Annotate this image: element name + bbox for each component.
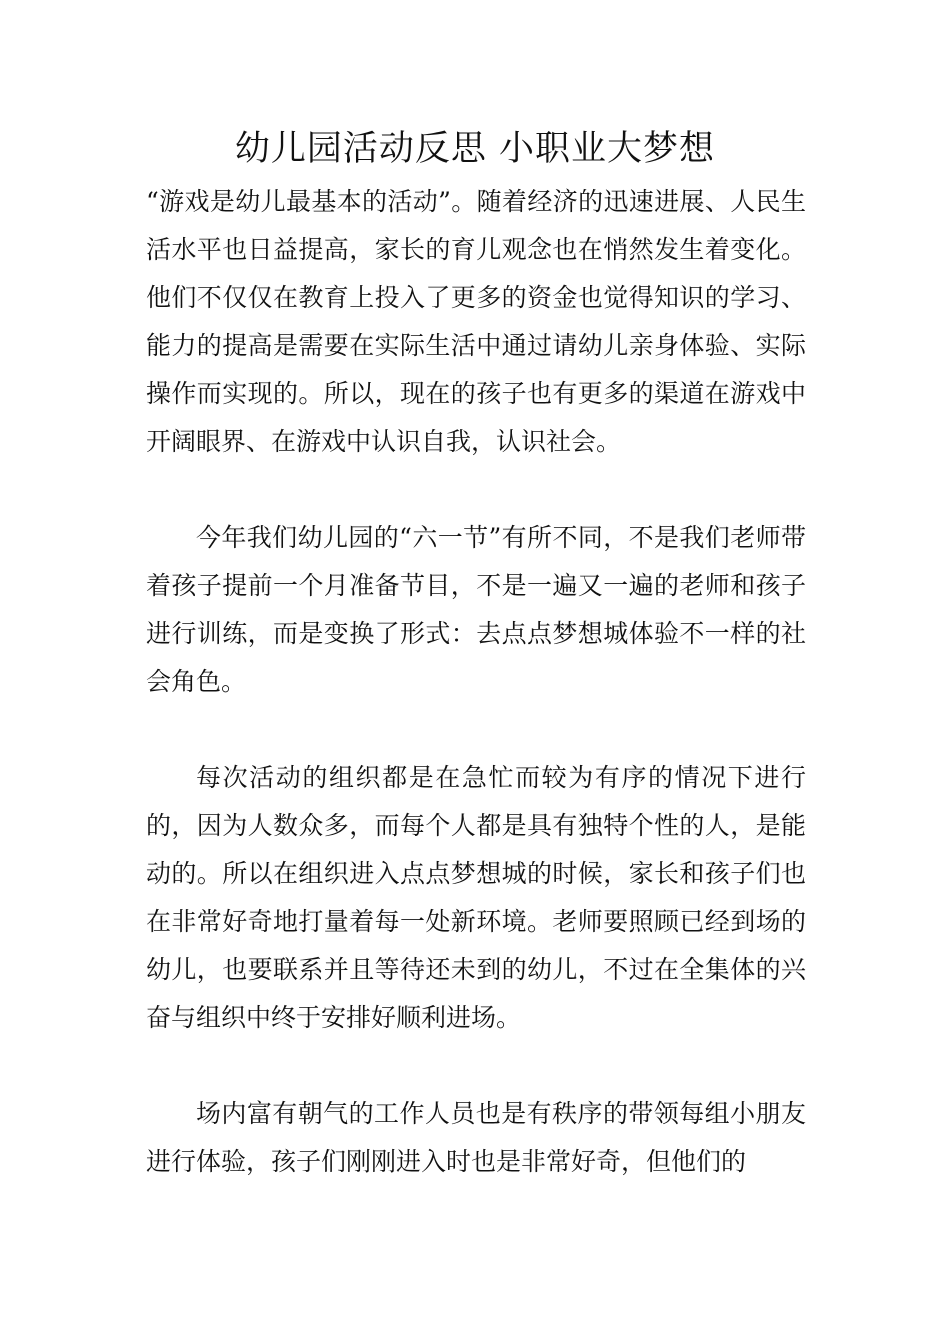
paragraph-organization: 每次活动的组织都是在急忙而较为有序的情况下进行的，因为人数众多，而每个人都是具有独特个性的人，是能动的。所以在组织进入点点梦想城的时候，家长和孩子们也在非常好奇地打量着每一处新环境。老师要照顾已经到场的幼儿，也要联系并且等待还未到的幼儿，不过在全集体的兴奋与组织中终于安排好顺利进场。 xyxy=(146,763,806,1032)
paragraph-staff: 场内富有朝气的工作人员也是有秩序的带领每组小朋友进行体验，孩子们刚刚进入时也是非常好奇，但他们的 xyxy=(146,1099,806,1176)
paragraph-childrens-day: 今年我们幼儿园的“六一节”有所不同，不是我们老师带着孩子提前一个月准备节目，不是一遍又一遍的老师和孩子进行训练，而是变换了形式：去点点梦想城体验不一样的社会角色。 xyxy=(146,523,806,696)
document-body xyxy=(146,178,806,1234)
paragraph-intro: “游戏是幼儿最基本的活动”。随着经济的迅速进展、人民生活水平也日益提高，家长的育儿观念也在悄然发生着变化。他们不仅仅在教育上投入了更多的资金也觉得知识的学习、能力的提高是需要在实际生活中通过请幼儿亲身体验、实际操作而实现的。所以，现在的孩子也有更多的渠道在游戏中开阔眼界、在游戏中认识自我，认识社会。 xyxy=(146,187,806,456)
document-title: 幼儿园活动反思 小职业大梦想 xyxy=(234,129,716,169)
